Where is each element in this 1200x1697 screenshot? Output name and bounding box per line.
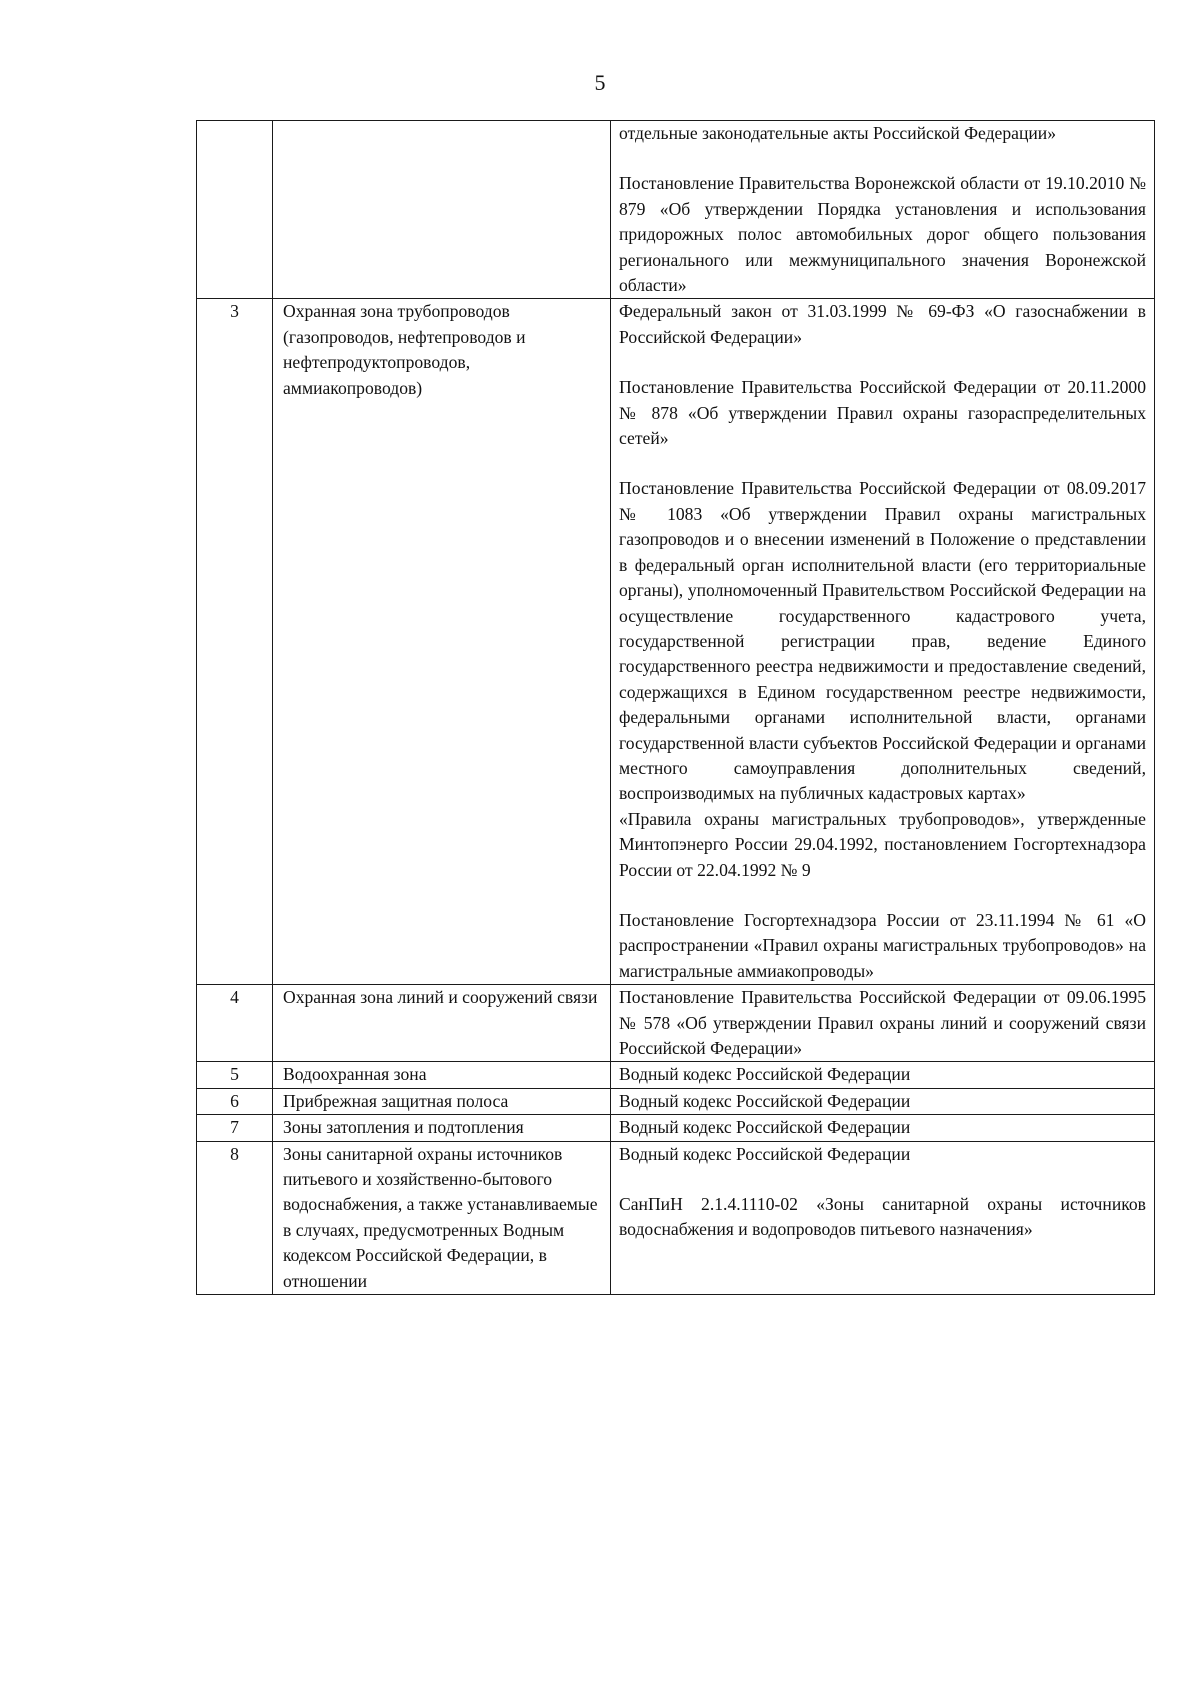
legal-docs-cell [611,1062,1155,1088]
zone-name-cell: Прибрежная защитная полоса [273,1088,611,1114]
legal-docs-cell [611,1115,1155,1141]
table-row [197,1062,1155,1088]
page-number: 5 [594,70,606,95]
zone-name-cell: Охранная зона линий и сооружений связи [273,985,611,1062]
legal-doc-entry: СанПиН 2.1.4.1110-02 «Зоны санитарной охраны источников водоснабжения и водопроводов питьевого назначения» [619,1194,1146,1240]
legal-doc-entry: Водный кодекс Российской Федерации [619,1143,911,1164]
legal-docs-cell [611,299,1155,985]
table-row [197,1088,1155,1114]
legal-docs-cell [611,1141,1155,1294]
legal-doc-entry: Постановление Правительства Российской Федерации от 08.09.2017 № 1083 «Об утверждении Правил охраны магистральных газопроводов и о внесении изменений в Положение о представлении в федеральный орган исполнительной власти (его территориальные органы), уполномоченный Правительством Российской Федерации на осуществление государственного кадастрового учета, государственной регистрации прав, ведение Единого государственного реестра недвижимости и предоставление сведений, содержащихся в Едином государственном реестре недвижимости, федеральными органами исполнительной власти, органами государственной власти субъектов Российской Федерации и органами местного самоуправления дополнительных сведений, воспроизводимых на публичных кадастровых картах» [619,478,1146,804]
legal-doc-entry: отдельные законодательные акты Российской Федерации» [619,123,1057,143]
row-number-cell [197,121,273,299]
legal-doc-entry: Постановление Правительства Воронежской области от 19.10.2010 № 879 «Об утверждении Порядка установления и использования придорожных полос автомобильных дорог общего пользования регионального или межмуниципального значения Воронежской области» [619,173,1146,296]
legal-doc-entry: Постановление Госгортехнадзора России от 23.11.1994 № 61 «О распространении «Правил охраны магистральных трубопроводов» на магистральные аммиакопроводы» [619,909,1146,981]
legal-doc-entry: «Правила охраны магистральных трубопроводов», утвержденные Минтопэнерго России 29.04.1992, постановлением Госгортехнадзора России от 22.04.1992 № 9 [619,808,1146,880]
table-row [197,299,1155,985]
row-number-cell: 4 [197,985,273,1062]
legal-doc-entry: Водный кодекс Российской Федерации [619,1090,911,1111]
zone-name-cell: Водоохранная зона [273,1062,611,1088]
row-number-cell: 7 [197,1115,273,1141]
legal-docs-cell [611,1088,1155,1114]
row-number-cell: 8 [197,1141,273,1294]
table-row [197,1115,1155,1141]
zone-name-cell [273,121,611,299]
table-row [197,121,1155,299]
row-number-cell: 3 [197,299,273,985]
zone-name-cell: Зоны затопления и подтопления [273,1115,611,1141]
legal-doc-entry: Федеральный закон от 31.03.1999 № 69-ФЗ «О газоснабжении в Российской Федерации» [619,301,1146,347]
table-row [197,1141,1155,1294]
zone-name-cell: Зоны санитарной охраны источников питьевого и хозяйственно-бытового водоснабжения, а также устанавливаемые в случаях, предусмотренных Водным кодексом Российской Федерации, в отношении [273,1141,611,1294]
row-number-cell: 5 [197,1062,273,1088]
row-number-cell: 6 [197,1088,273,1114]
legal-doc-entry: Водный кодекс Российской Федерации [619,1064,911,1085]
zones-table [196,120,1155,1295]
legal-doc-entry: Постановление Правительства Российской Федерации от 09.06.1995 № 578 «Об утверждении Правил охраны линий и сооружений связи Российской Федерации» [619,987,1146,1058]
legal-docs-cell [611,121,1155,299]
legal-doc-entry: Постановление Правительства Российской Федерации от 20.11.2000 № 878 «Об утверждении Правил охраны газораспределительных сетей» [619,377,1146,449]
zone-name-cell: Охранная зона трубопроводов (газопроводов, нефтепроводов и нефтепродуктопроводов, аммиакопроводов) [273,299,611,985]
table-row [197,985,1155,1062]
legal-doc-entry: Водный кодекс Российской Федерации [619,1117,911,1138]
legal-docs-cell [611,985,1155,1062]
